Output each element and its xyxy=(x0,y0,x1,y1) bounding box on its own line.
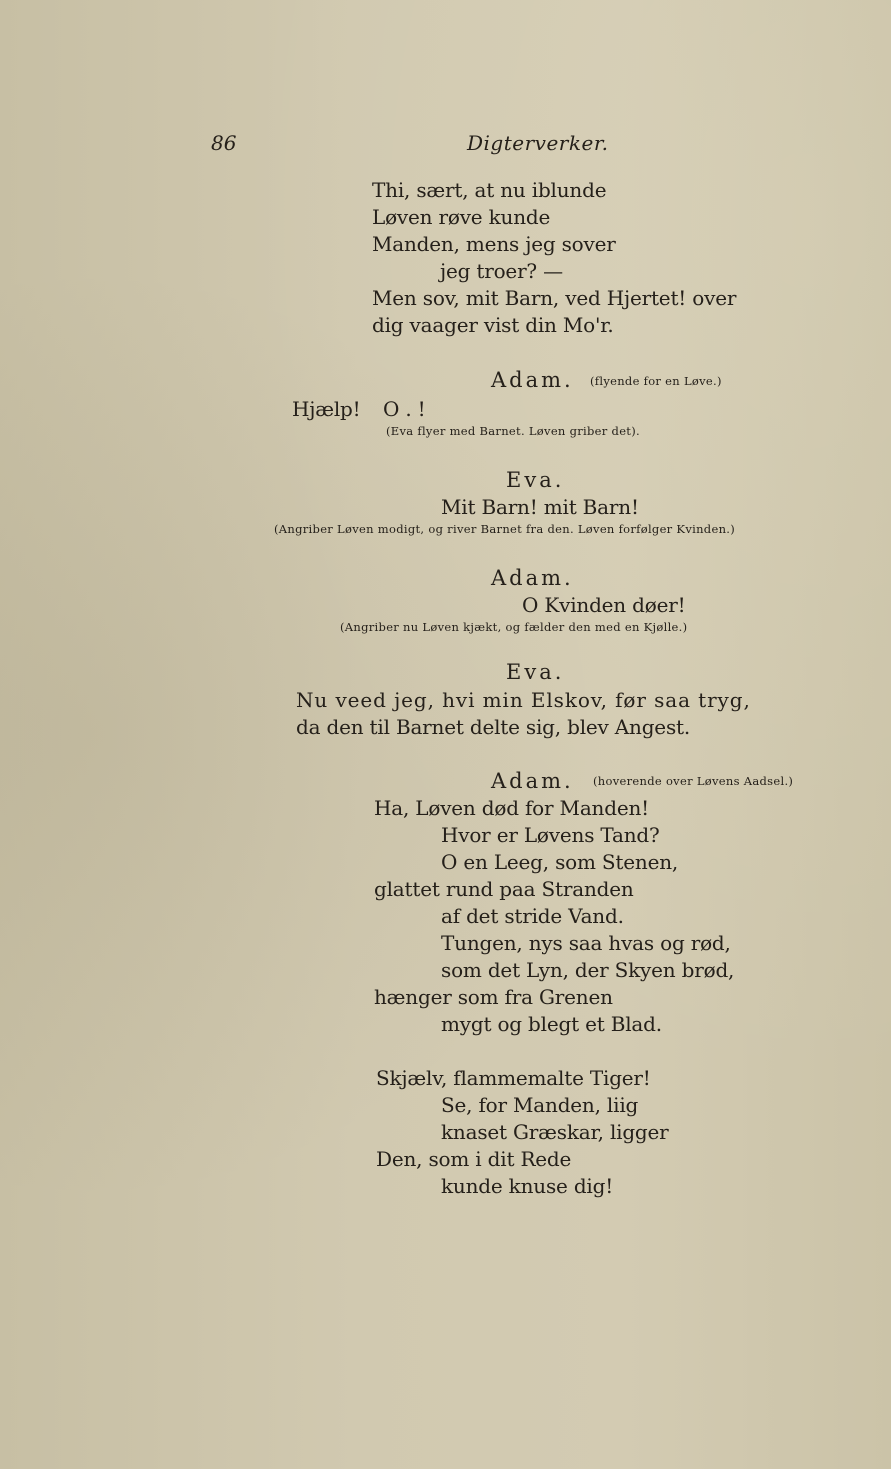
verse-line: Ha, Løven død for Manden! xyxy=(374,796,649,820)
verse-line: som det Lyn, der Skyen brød, xyxy=(441,958,735,982)
verse-line: O en Leeg, som Stenen, xyxy=(441,850,679,874)
verse-line: af det stride Vand. xyxy=(441,904,624,928)
speaker-name: Adam. xyxy=(491,368,574,392)
speaker-name: Adam. xyxy=(491,566,574,590)
stage-direction: (hoverende over Løvens Aadsel.) xyxy=(593,774,794,788)
verse-line: O . ! xyxy=(383,397,426,421)
verse-line: Hjælp! xyxy=(292,397,361,421)
verse-line: Manden, mens jeg sover xyxy=(372,232,616,256)
speaker-name: Eva. xyxy=(506,660,565,684)
verse-line: Nu veed jeg, hvi min Elskov, før saa tryg, xyxy=(296,688,751,712)
verse-line: Mit Barn! mit Barn! xyxy=(441,495,639,519)
verse-line: Løven røve kunde xyxy=(372,205,551,229)
speaker-name: Adam. xyxy=(491,769,574,793)
running-title: Digterverker. xyxy=(467,131,609,155)
verse-line: dig vaager vist din Mo'r. xyxy=(372,313,614,337)
stage-direction: (Eva flyer med Barnet. Løven griber det). xyxy=(386,424,640,438)
verse-line: hænger som fra Grenen xyxy=(374,985,613,1009)
stage-direction: (Angriber Løven modigt, og river Barnet fra den. Løven forfølger Kvinden.) xyxy=(274,522,736,536)
stage-direction: (flyende for en Løve.) xyxy=(590,374,722,388)
verse-line: Thi, sært, at nu iblunde xyxy=(372,178,607,202)
verse-line: glattet rund paa Stranden xyxy=(374,877,634,901)
verse-line: Den, som i dit Rede xyxy=(376,1147,572,1171)
verse-line: kunde knuse dig! xyxy=(441,1174,614,1198)
verse-line: Men sov, mit Barn, ved Hjertet! over xyxy=(372,286,737,310)
verse-line: knaset Græskar, ligger xyxy=(441,1120,669,1144)
stage-direction: (Angriber nu Løven kjækt, og fælder den med en Kjølle.) xyxy=(340,620,688,634)
verse-line: da den til Barnet delte sig, blev Angest. xyxy=(296,715,690,739)
verse-line: Hvor er Løvens Tand? xyxy=(441,823,660,847)
verse-line: O Kvinden døer! xyxy=(522,593,686,617)
verse-line: mygt og blegt et Blad. xyxy=(441,1012,662,1036)
page-number: 86 xyxy=(211,131,237,155)
verse-line: Tungen, nys saa hvas og rød, xyxy=(441,931,731,955)
speaker-name: Eva. xyxy=(506,468,565,492)
verse-line: Skjælv, flammemalte Tiger! xyxy=(376,1066,651,1090)
verse-line: Se, for Manden, liig xyxy=(441,1093,639,1117)
verse-line: jeg troer? — xyxy=(440,259,563,283)
